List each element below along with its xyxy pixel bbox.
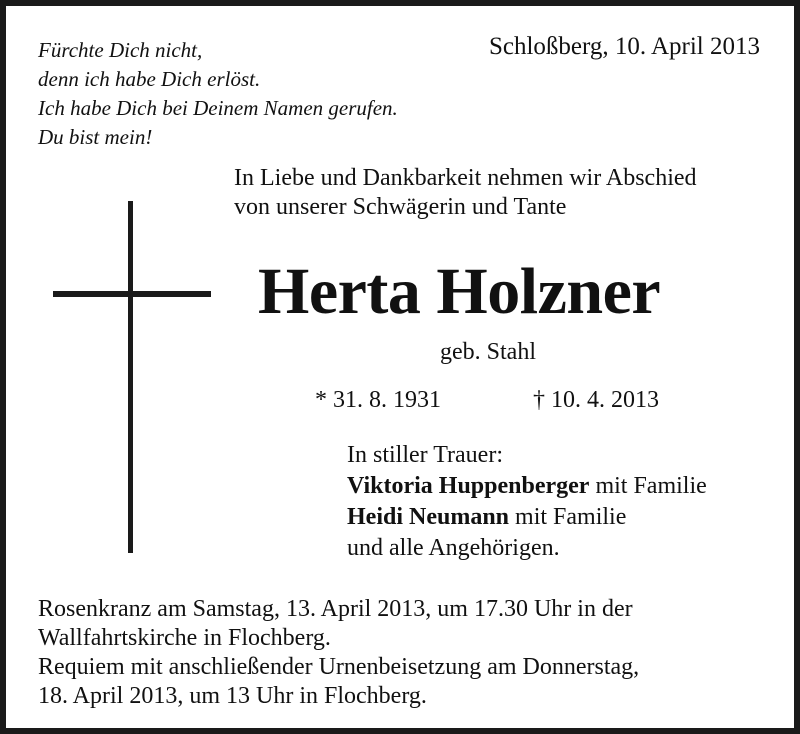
mourner-suffix: mit Familie bbox=[589, 473, 707, 499]
service-line: Requiem mit anschließender Urnenbeisetzung am Donnerstag, bbox=[38, 654, 640, 680]
bible-verse bbox=[38, 36, 398, 152]
service-line: 18. April 2013, um 13 Uhr in Flochberg. bbox=[38, 683, 427, 709]
mourner-name: Viktoria Huppenberger bbox=[347, 473, 590, 499]
death-date: † 10. 4. 2013 bbox=[533, 387, 659, 413]
place-and-date: Schloßberg, 10. April 2013 bbox=[488, 33, 760, 60]
mourner-entry bbox=[347, 502, 707, 533]
deceased-name: Herta Holzner bbox=[258, 255, 661, 328]
mourners-heading: In stiller Trauer: bbox=[347, 442, 503, 468]
farewell-intro bbox=[234, 164, 697, 222]
mourner-suffix: mit Familie bbox=[509, 504, 627, 530]
verse-line: Fürchte Dich nicht, bbox=[38, 38, 203, 62]
service-details bbox=[38, 595, 639, 711]
service-line: Rosenkranz am Samstag, 13. April 2013, um 17.30 Uhr in der bbox=[38, 596, 633, 622]
mourner-name: Heidi Neumann bbox=[347, 504, 510, 530]
mourners-closing: und alle Angehörigen. bbox=[347, 535, 560, 561]
cross-icon bbox=[128, 201, 133, 553]
birth-date: * 31. 8. 1931 bbox=[315, 387, 441, 413]
verse-line: Ich habe Dich bei Deinem Namen gerufen. bbox=[38, 96, 398, 120]
verse-line: denn ich habe Dich erlöst. bbox=[38, 67, 261, 91]
cross-icon-beam bbox=[53, 291, 211, 297]
mourner-entry bbox=[347, 471, 707, 502]
verse-line: Du bist mein! bbox=[38, 125, 153, 149]
intro-line: In Liebe und Dankbarkeit nehmen wir Abschied bbox=[234, 165, 697, 191]
intro-line: von unserer Schwägerin und Tante bbox=[234, 194, 567, 220]
mourners-block bbox=[347, 440, 707, 564]
maiden-name: geb. Stahl bbox=[440, 339, 536, 365]
service-line: Wallfahrtskirche in Flochberg. bbox=[38, 625, 331, 651]
